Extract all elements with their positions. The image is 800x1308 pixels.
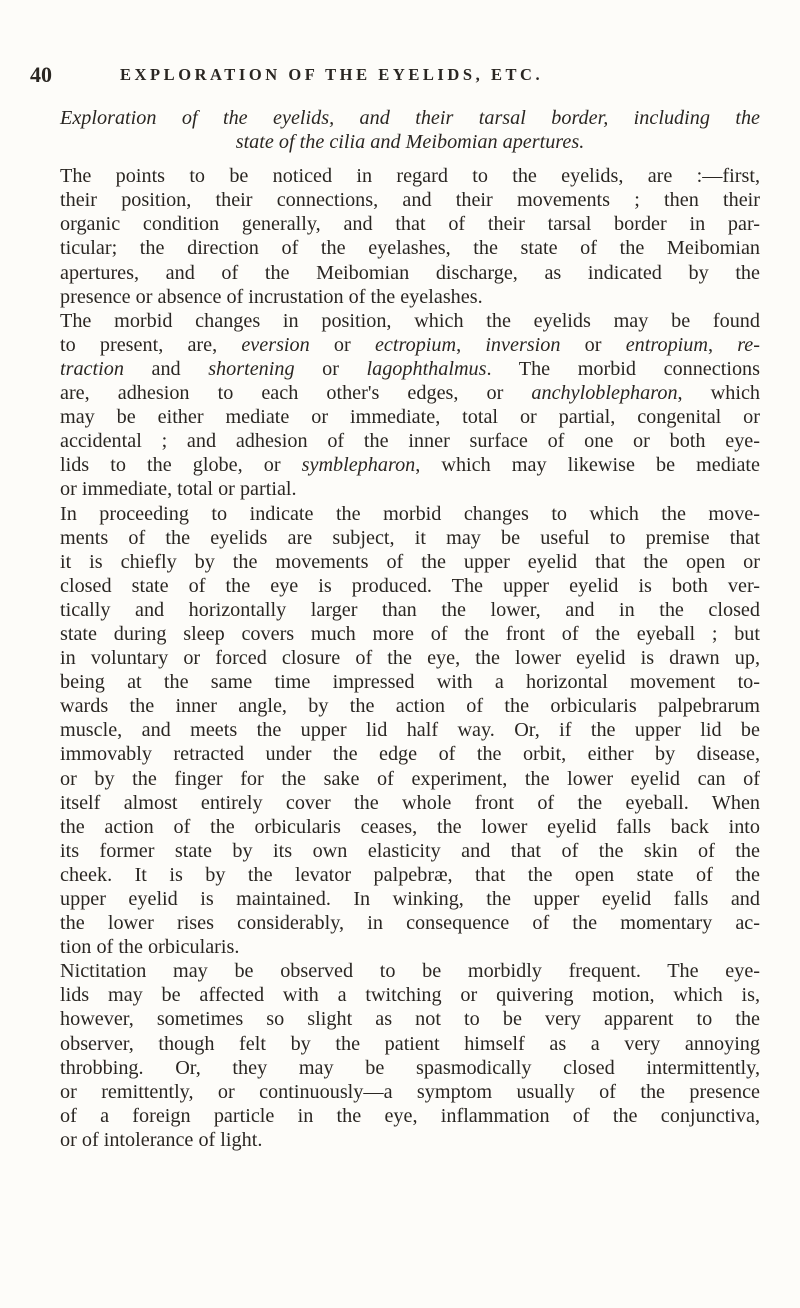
text-line (60, 381, 760, 405)
text-line (60, 718, 760, 742)
text-line (60, 694, 760, 718)
text-segment: , which may likewise be mediate (415, 454, 760, 477)
italic-term: symblepharon (301, 454, 416, 477)
text-line (60, 502, 760, 526)
text-segment: accidental ; and adhesion of the inner surface of one or both eye- (60, 430, 760, 453)
text-segment: throbbing. Or, they may be spasmodically closed intermittently, (60, 1056, 760, 1079)
text-segment: organic condition generally, and that of their tarsal border in par- (60, 213, 760, 236)
text-line (60, 1080, 760, 1104)
text-line (60, 670, 760, 694)
text-line (60, 550, 760, 574)
section-title-line: Exploration of the eyelids, and their tarsal border, including the (60, 107, 760, 129)
text-segment: ticular; the direction of the eyelashes, the state of the Meibomian (60, 237, 760, 260)
text-segment: tion of the orbicularis. (60, 936, 240, 959)
text-line (60, 935, 760, 959)
text-segment: lids may be affected with a twitching or quivering motion, which is, (60, 984, 760, 1007)
text-segment: ments of the eyelids are subject, it may be useful to premise that (60, 526, 760, 549)
text-segment: . The morbid connections (486, 357, 760, 380)
text-segment: the lower rises considerably, in consequence of the momentary ac- (60, 912, 760, 935)
section-title-line: state of the cilia and Meibomian apertures. (235, 131, 585, 154)
text-segment: immovably retracted under the edge of the orbit, either by disease, (60, 743, 760, 766)
text-segment: being at the same time impressed with a horizontal movement to- (60, 671, 760, 694)
text-line (60, 959, 760, 983)
text-line (60, 236, 760, 260)
text-segment: however, sometimes so slight as not to be very apparent to the (60, 1008, 760, 1031)
running-head (30, 60, 770, 90)
text-segment: cheek. It is by the levator palpebræ, that the open state of the (60, 863, 760, 886)
text-line (60, 212, 760, 236)
text-segment: itself almost entirely cover the whole front of the eyeball. When (60, 791, 760, 814)
text-segment: the action of the orbicularis ceases, the lower eyelid falls back into (60, 815, 760, 838)
text-line (60, 646, 760, 670)
italic-term: shortening (208, 357, 295, 380)
body-text (60, 164, 760, 1152)
text-line (60, 863, 760, 887)
text-line (60, 767, 760, 791)
text-segment: Nictitation may be observed to be morbidly frequent. The eye- (60, 960, 760, 983)
text-segment: its former state by its own elasticity and that of the skin of the (60, 839, 760, 862)
text-line (60, 188, 760, 212)
running-title: EXPLORATION OF THE EYELIDS, ETC. (120, 65, 544, 84)
text-segment: wards the inner angle, by the action of the orbicularis palpebrarum (60, 695, 760, 718)
text-segment: or (560, 333, 626, 356)
text-segment: , which (677, 382, 760, 405)
text-line (60, 526, 760, 550)
text-segment: or immediate, total or partial. (60, 478, 297, 501)
text-segment: are, adhesion to each other's edges, or (60, 382, 532, 405)
text-segment: observer, though felt by the patient himself as a very annoying (60, 1032, 760, 1055)
text-line (60, 742, 760, 766)
text-line (60, 309, 760, 333)
text-segment: or (294, 357, 367, 380)
text-line (60, 791, 760, 815)
text-segment: The points to be noticed in regard to the eyelids, are :—first, (60, 165, 760, 188)
text-segment: and (123, 357, 209, 380)
text-segment: or (309, 333, 375, 356)
text-line (60, 477, 760, 501)
italic-term: lagophthalmus (366, 357, 487, 380)
text-segment: , (456, 333, 486, 356)
text-line (60, 357, 760, 381)
section-title (60, 106, 760, 154)
text-segment: tically and horizontally larger than the lower, and in the closed (60, 598, 760, 621)
text-line (60, 453, 760, 477)
text-segment: closed state of the eye is produced. The upper eyelid is both ver- (60, 574, 760, 597)
text-line (60, 622, 760, 646)
text-segment: of a foreign particle in the eye, inflammation of the conjunctiva, (60, 1104, 760, 1127)
text-segment: may be either mediate or immediate, total or partial, congenital or (60, 406, 760, 429)
text-line (60, 261, 760, 285)
text-segment: lids to the globe, or (60, 454, 302, 477)
page-number: 40 (30, 62, 52, 87)
text-line (60, 1104, 760, 1128)
text-segment: or by the finger for the sake of experiment, the lower eyelid can of (60, 767, 760, 790)
text-line (60, 429, 760, 453)
text-segment: upper eyelid is maintained. In winking, the upper eyelid falls and (60, 888, 760, 910)
italic-term: re- (737, 333, 760, 356)
text-line (60, 164, 760, 188)
text-line (60, 405, 760, 429)
text-line (60, 839, 760, 863)
italic-term: eversion (241, 333, 310, 356)
text-block (60, 106, 760, 1152)
text-segment: state during sleep covers much more of the front of the eyeball ; but (60, 622, 760, 645)
text-segment: , (707, 333, 738, 356)
text-line (60, 285, 760, 309)
italic-term: traction (60, 357, 124, 380)
text-segment: it is chiefly by the movements of the upper eyelid that the open or (60, 550, 760, 573)
text-segment: muscle, and meets the upper lid half way. Or, if the upper lid be (60, 719, 760, 742)
text-line (60, 911, 760, 935)
text-segment: their position, their connections, and their movements ; then their (60, 189, 760, 212)
text-segment: in voluntary or forced closure of the eye, the lower eyelid is drawn up, (60, 647, 760, 670)
text-line (60, 1032, 760, 1056)
text-segment: The morbid changes in position, which the eyelids may be found (60, 309, 760, 332)
text-segment: or of intolerance of light. (60, 1128, 263, 1151)
text-segment: presence or absence of incrustation of the eyelashes. (60, 285, 483, 308)
text-line (60, 598, 760, 622)
text-line (60, 333, 760, 357)
text-line (60, 1056, 760, 1080)
text-line (60, 574, 760, 598)
italic-term: anchyloblepharon (531, 382, 678, 405)
text-segment: to present, are, (60, 333, 242, 356)
text-line (60, 815, 760, 839)
text-line (60, 983, 760, 1007)
italic-term: inversion (485, 333, 561, 356)
text-line (60, 1007, 760, 1031)
text-segment: apertures, and of the Meibomian discharge, as indicated by the (60, 261, 760, 284)
text-line (60, 1128, 760, 1152)
text-segment: or remittently, or continuously—a symptom usually of the presence (60, 1080, 760, 1103)
text-line (60, 887, 760, 911)
text-segment: In proceeding to indicate the morbid changes to which the move- (60, 502, 760, 525)
italic-term: ectropium (374, 333, 457, 356)
italic-term: entropium (625, 333, 708, 356)
